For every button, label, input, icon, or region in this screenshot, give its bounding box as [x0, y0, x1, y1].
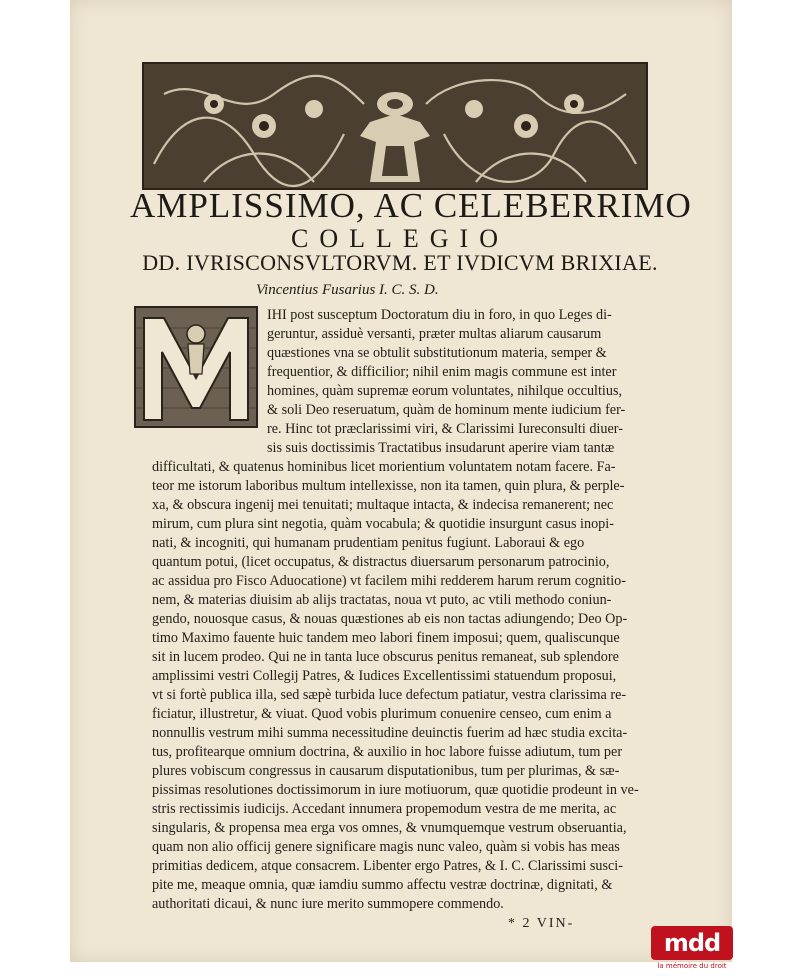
body-line: quæstiones vna se obtulit substitutionum materia, semper &: [267, 345, 607, 361]
body-line: pissimas resolutiones doctissimorum in iure motiuorum, quæ quotidie prodeunt in ve-: [152, 782, 639, 798]
body-text: [70, 0, 732, 962]
body-line: frequentior, & difficilior; nihil enim magis commune est inter: [267, 364, 617, 380]
title-line-2: COLLEGIO: [291, 224, 509, 253]
catchword: * 2 VIN-: [508, 916, 575, 931]
body-line: teor me istorum laboribus multum intellexisse, non ita tamen, quin plura, & perple-: [152, 478, 625, 494]
body-line: quam non alio officij genere significare magis nunc valeo, quàm si vobis has meas: [152, 839, 620, 855]
body-line: stris rectissimis iudicijs. Accedant innumera propemodum vestra de me merita, ac: [152, 801, 617, 817]
body-line: vt si fortè publica illa, sed sæpè turbida luce defectum patiatur, vestra clarissima re-: [152, 687, 627, 703]
body-line: nem, & materias diuisim ab alijs tractatas, noua vt puto, ac vtili methodo coniun-: [152, 592, 612, 608]
body-line: ficiatur, illustretur, & viuat. Quod vobis plurimum conuenire censeo, cum enim a: [152, 706, 612, 722]
title-line-1: AMPLISSIMO, AC CELEBERRIMO: [130, 186, 692, 225]
body-line: homines, quàm supremæ eorum voluntates, nihilque occultius,: [267, 383, 623, 399]
mdd-logo: [651, 926, 733, 976]
body-line: mirum, cum plura sint negotia, quàm vocabula; & quotidie insurgunt casus inopi-: [152, 516, 614, 532]
body-line: primitias dedicem, atque consacrem. Libenter ergo Patres, & I. C. Clarissimi susci-: [152, 858, 623, 874]
body-line: timo Maximo fauente huic tandem meo labori finem imposui; quem, qualiscunque: [152, 630, 620, 646]
body-line: nati, & incogniti, qui humanam prudentiam penitus fugiunt. Laboraui & ego: [152, 535, 585, 551]
body-line: sit in lucem prodeo. Qui ne in tanta luce obscurus penitus remaneat, sub splendore: [152, 649, 619, 665]
body-line: authoritati dicaui, & nunc iure merito summopere commendo.: [152, 896, 504, 912]
book-page: [70, 0, 732, 962]
body-line: difficultati, & quatenus hominibus licet morientium voluntatem notam facere. Fa-: [152, 459, 616, 475]
body-line: nonnullis vestrum mihi summa necessitudine deuinctis fuerim ad hæc studia excita-: [152, 725, 628, 741]
body-line: & soli Deo reseruatum, quàm de hominum mente iudicium fer-: [267, 402, 626, 418]
body-line: gendo, nouosque casus, & nouas quæstiones ab eis non tactas adiungendo; Deo Op-: [152, 611, 628, 627]
body-line: quantum potui, (licet occupatus, & distractus diuersarum personarum patrocinio,: [152, 554, 610, 570]
body-line: singularis, & propensa mea erga vos omnes, & vnumquemque vestrum obseruantia,: [152, 820, 627, 836]
body-line: sis suis doctissimis Tractatibus insudarunt aperire viam tantæ: [267, 440, 615, 456]
body-line: geruntur, assiduè versanti, præter multas aliarum causarum: [267, 326, 602, 342]
body-line: pite me, meaque omnia, quæ iamdiu summo affectu vestræ doctrinæ, dignitati, &: [152, 877, 613, 893]
body-line: amplissimi vestri Collegij Patres, & Iudices Excellentissimi statuendum proposui,: [152, 668, 617, 684]
body-line: ac assidua pro Fisco Aduocatione) vt facilem mihi redderem harum rerum cognitio-: [152, 573, 626, 589]
logo-mark: mdd: [651, 926, 733, 960]
logo-caption: la mémoire du droit: [657, 962, 727, 970]
body-line: tus, profitearque omnium doctrina, & auxilio in hoc labore fuisse adiutum, tum per: [152, 744, 623, 760]
body-line: xa, & obscura ingenij mei tenuitati; multaque intacta, & indecisa remanerent; nec: [152, 497, 614, 513]
body-line: re. Hinc tot præclarissimi viri, & Clarissimi Iureconsulti diuer-: [267, 421, 623, 437]
salutation: Vincentius Fusarius I. C. S. D.: [256, 282, 439, 298]
body-line: IHI post susceptum Doctoratum diu in foro, in quo Leges di-: [267, 307, 612, 323]
title-line-3: DD. IVRISCONSVLTORVM. ET IVDICVM BRIXIAE.: [142, 250, 658, 275]
body-line: plures vobiscum congressus in causarum disputationibus, tum per plurimas, & sæ-: [152, 763, 620, 779]
